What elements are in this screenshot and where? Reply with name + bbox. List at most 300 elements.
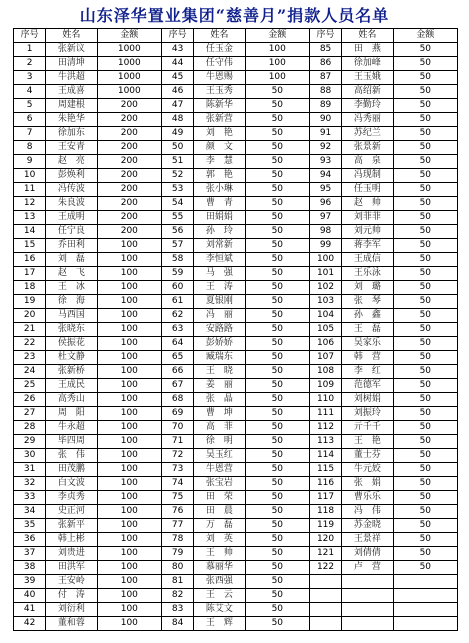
donation-amount: 50 — [393, 365, 457, 379]
donor-name: 杜文静 — [46, 351, 97, 365]
donor-number: 41 — [14, 603, 46, 617]
header-amount: 金额 — [245, 29, 309, 43]
donor-number: 61 — [161, 295, 193, 309]
donation-amount: 50 — [245, 421, 309, 435]
donation-amount: 200 — [97, 127, 161, 141]
empty-cell — [309, 589, 341, 603]
donation-amount: 50 — [245, 491, 309, 505]
donation-amount: 50 — [245, 141, 309, 155]
table-row — [14, 547, 458, 561]
donation-amount: 50 — [393, 337, 457, 351]
donor-number: 18 — [14, 281, 46, 295]
donor-number: 106 — [309, 337, 341, 351]
donor-table — [13, 28, 458, 631]
donor-number: 104 — [309, 309, 341, 323]
donor-number: 81 — [161, 575, 193, 589]
table-row — [14, 85, 458, 99]
table-row — [14, 253, 458, 267]
donation-amount: 50 — [245, 603, 309, 617]
table-row — [14, 365, 458, 379]
donor-name: 刘常新 — [194, 239, 245, 253]
donor-name: 冯 丽 — [194, 309, 245, 323]
table-row — [14, 295, 458, 309]
donor-name: 刘树娟 — [342, 393, 393, 407]
donation-amount: 50 — [393, 379, 457, 393]
donation-amount: 50 — [393, 197, 457, 211]
donation-amount: 50 — [245, 113, 309, 127]
donor-name: 姜 丽 — [194, 379, 245, 393]
donation-amount: 50 — [393, 491, 457, 505]
donation-amount: 50 — [245, 505, 309, 519]
donor-number: 5 — [14, 99, 46, 113]
donation-amount: 100 — [245, 57, 309, 71]
donation-amount: 100 — [97, 435, 161, 449]
donation-amount: 50 — [245, 295, 309, 309]
donor-number: 62 — [161, 309, 193, 323]
empty-cell — [309, 575, 341, 589]
donor-number: 109 — [309, 379, 341, 393]
empty-cell — [393, 575, 457, 589]
donor-number: 96 — [309, 197, 341, 211]
donor-name: 范德军 — [342, 379, 393, 393]
table-row — [14, 169, 458, 183]
donor-name: 董士芬 — [342, 449, 393, 463]
donation-amount: 200 — [97, 113, 161, 127]
donor-number: 58 — [161, 253, 193, 267]
donation-amount: 50 — [245, 309, 309, 323]
donor-number: 9 — [14, 155, 46, 169]
donor-number: 86 — [309, 57, 341, 71]
donor-number: 12 — [14, 197, 46, 211]
donor-number: 118 — [309, 505, 341, 519]
donor-name: 郭 艳 — [194, 169, 245, 183]
table-row — [14, 113, 458, 127]
donor-number: 94 — [309, 169, 341, 183]
donation-amount: 100 — [97, 617, 161, 631]
donation-amount: 100 — [97, 561, 161, 575]
table-row — [14, 575, 458, 589]
table-row — [14, 141, 458, 155]
donation-amount: 50 — [393, 477, 457, 491]
donor-name: 张新议 — [46, 43, 97, 57]
donor-number: 85 — [309, 43, 341, 57]
donation-amount: 50 — [245, 323, 309, 337]
donor-number: 20 — [14, 309, 46, 323]
donation-amount: 50 — [393, 127, 457, 141]
table-row — [14, 309, 458, 323]
donation-amount: 200 — [97, 211, 161, 225]
table-row — [14, 323, 458, 337]
donation-amount: 100 — [97, 421, 161, 435]
donation-amount: 1000 — [97, 85, 161, 99]
donation-amount: 100 — [97, 589, 161, 603]
donor-number: 29 — [14, 435, 46, 449]
donor-number: 35 — [14, 519, 46, 533]
donation-amount: 100 — [97, 393, 161, 407]
donation-amount: 50 — [245, 365, 309, 379]
donor-number: 101 — [309, 267, 341, 281]
donor-name: 安路路 — [194, 323, 245, 337]
donor-name: 李 慧 — [194, 155, 245, 169]
donation-amount: 50 — [393, 113, 457, 127]
donor-name: 韩 营 — [342, 351, 393, 365]
donor-number: 8 — [14, 141, 46, 155]
donor-name: 王安岭 — [46, 575, 97, 589]
donor-name: 王景祥 — [342, 533, 393, 547]
donor-number: 1 — [14, 43, 46, 57]
table-row — [14, 351, 458, 365]
donor-number: 45 — [161, 71, 193, 85]
donor-name: 万 磊 — [194, 519, 245, 533]
donor-name: 冯 伟 — [342, 505, 393, 519]
table-row — [14, 449, 458, 463]
donor-name: 王成喜 — [46, 85, 97, 99]
donation-amount: 100 — [97, 491, 161, 505]
donor-name: 苏金晓 — [342, 519, 393, 533]
donation-amount: 100 — [245, 71, 309, 85]
donor-number: 103 — [309, 295, 341, 309]
table-row — [14, 239, 458, 253]
empty-cell — [393, 603, 457, 617]
donor-name: 刘 璐 — [342, 281, 393, 295]
donor-name: 董和蓉 — [46, 617, 97, 631]
donor-name: 陈新华 — [194, 99, 245, 113]
donor-name: 田 燕 — [342, 43, 393, 57]
donor-number: 48 — [161, 113, 193, 127]
table-row — [14, 155, 458, 169]
donor-number: 10 — [14, 169, 46, 183]
donation-amount: 50 — [245, 197, 309, 211]
donation-amount: 50 — [245, 561, 309, 575]
donor-number: 66 — [161, 365, 193, 379]
donation-amount: 100 — [97, 323, 161, 337]
donor-name: 李恒斌 — [194, 253, 245, 267]
table-row — [14, 505, 458, 519]
donation-amount: 200 — [97, 183, 161, 197]
donor-name: 张小琳 — [194, 183, 245, 197]
donor-number: 97 — [309, 211, 341, 225]
donor-name: 朱艳华 — [46, 113, 97, 127]
donor-name: 徐加东 — [46, 127, 97, 141]
table-row — [14, 281, 458, 295]
donation-amount: 100 — [97, 281, 161, 295]
header-amount: 金额 — [97, 29, 161, 43]
donation-amount: 100 — [97, 239, 161, 253]
donor-number: 46 — [161, 85, 193, 99]
donation-amount: 50 — [245, 463, 309, 477]
donor-name: 王安青 — [46, 141, 97, 155]
donor-number: 13 — [14, 211, 46, 225]
donor-name: 彭焕利 — [46, 169, 97, 183]
donation-amount: 50 — [393, 295, 457, 309]
donation-amount: 50 — [245, 281, 309, 295]
donor-name: 田洪军 — [46, 561, 97, 575]
donation-amount: 50 — [393, 407, 457, 421]
donation-amount: 1000 — [97, 71, 161, 85]
donor-number: 65 — [161, 351, 193, 365]
donation-amount: 50 — [393, 533, 457, 547]
donation-amount: 100 — [97, 379, 161, 393]
donor-name: 张 伟 — [46, 449, 97, 463]
donor-number: 39 — [14, 575, 46, 589]
donor-name: 赵 亮 — [46, 155, 97, 169]
donor-number: 60 — [161, 281, 193, 295]
donor-number: 67 — [161, 379, 193, 393]
donor-number: 42 — [14, 617, 46, 631]
header-amount: 金额 — [393, 29, 457, 43]
donor-number: 71 — [161, 435, 193, 449]
donor-name: 孙 玲 — [194, 225, 245, 239]
table-row — [14, 603, 458, 617]
donor-number: 16 — [14, 253, 46, 267]
donation-amount: 50 — [245, 127, 309, 141]
donation-amount: 50 — [393, 71, 457, 85]
donor-name: 张 琴 — [342, 295, 393, 309]
donor-name: 乔田利 — [46, 239, 97, 253]
donation-amount: 50 — [393, 225, 457, 239]
donation-amount: 50 — [393, 519, 457, 533]
donor-name: 田茂鹏 — [46, 463, 97, 477]
donation-amount: 50 — [245, 267, 309, 281]
donor-number: 102 — [309, 281, 341, 295]
donor-name: 孙 鑫 — [342, 309, 393, 323]
donor-name: 刘 英 — [194, 533, 245, 547]
donor-name: 高绍新 — [342, 85, 393, 99]
table-row — [14, 71, 458, 85]
donor-name: 王 晓 — [194, 365, 245, 379]
donation-amount: 50 — [245, 239, 309, 253]
donation-amount: 100 — [245, 43, 309, 57]
donation-amount: 100 — [97, 519, 161, 533]
donor-name: 李 红 — [342, 365, 393, 379]
donor-number: 80 — [161, 561, 193, 575]
donor-name: 颜 文 — [194, 141, 245, 155]
donation-amount: 50 — [245, 575, 309, 589]
donor-name: 高秀山 — [46, 393, 97, 407]
donor-name: 付 涛 — [46, 589, 97, 603]
donor-name: 刘菲菲 — [342, 211, 393, 225]
donor-name: 韩上彬 — [46, 533, 97, 547]
donation-amount: 50 — [393, 547, 457, 561]
donor-name: 田娟娟 — [194, 211, 245, 225]
donor-name: 任玉明 — [342, 183, 393, 197]
table-row — [14, 379, 458, 393]
donor-number: 37 — [14, 547, 46, 561]
table-row — [14, 491, 458, 505]
donation-amount: 50 — [393, 267, 457, 281]
donor-number: 34 — [14, 505, 46, 519]
table-row — [14, 561, 458, 575]
donor-name: 刘贵进 — [46, 547, 97, 561]
donor-number: 68 — [161, 393, 193, 407]
donor-number: 27 — [14, 407, 46, 421]
donation-amount: 50 — [245, 533, 309, 547]
table-row — [14, 99, 458, 113]
donor-name: 王 艳 — [342, 435, 393, 449]
table-row — [14, 197, 458, 211]
donation-amount: 50 — [393, 57, 457, 71]
donation-amount: 50 — [245, 169, 309, 183]
donor-number: 107 — [309, 351, 341, 365]
donor-number: 4 — [14, 85, 46, 99]
donor-number: 120 — [309, 533, 341, 547]
donation-amount: 100 — [97, 603, 161, 617]
donation-amount: 50 — [393, 99, 457, 113]
donor-name: 牛洪超 — [46, 71, 97, 85]
donation-amount: 50 — [245, 253, 309, 267]
donation-amount: 100 — [97, 575, 161, 589]
donor-number: 100 — [309, 253, 341, 267]
table-row — [14, 421, 458, 435]
donation-amount: 100 — [97, 295, 161, 309]
donor-name: 臧瑞东 — [194, 351, 245, 365]
donation-amount: 200 — [97, 169, 161, 183]
donation-amount: 50 — [245, 617, 309, 631]
donor-name: 田 荣 — [194, 491, 245, 505]
donation-amount: 50 — [245, 379, 309, 393]
donor-number: 83 — [161, 603, 193, 617]
donation-amount: 100 — [97, 351, 161, 365]
donation-amount: 50 — [245, 225, 309, 239]
donor-number: 44 — [161, 57, 193, 71]
donor-number: 63 — [161, 323, 193, 337]
table-row — [14, 43, 458, 57]
donor-name: 张晓东 — [46, 323, 97, 337]
donation-amount: 100 — [97, 547, 161, 561]
donor-number: 105 — [309, 323, 341, 337]
donor-name: 陈艾文 — [194, 603, 245, 617]
donation-amount: 50 — [393, 239, 457, 253]
donor-name: 王 云 — [194, 589, 245, 603]
donor-number: 88 — [309, 85, 341, 99]
table-row — [14, 57, 458, 71]
table-row — [14, 127, 458, 141]
donor-number: 28 — [14, 421, 46, 435]
donation-amount: 100 — [97, 407, 161, 421]
donor-name: 张景新 — [342, 141, 393, 155]
donor-number: 93 — [309, 155, 341, 169]
empty-cell — [342, 617, 393, 631]
donor-number: 91 — [309, 127, 341, 141]
donor-number: 52 — [161, 169, 193, 183]
donor-name: 曹 青 — [194, 197, 245, 211]
donation-amount: 50 — [245, 519, 309, 533]
donor-number: 121 — [309, 547, 341, 561]
donor-number: 22 — [14, 337, 46, 351]
table-row — [14, 337, 458, 351]
donor-name: 亓千千 — [342, 421, 393, 435]
empty-cell — [342, 603, 393, 617]
donor-name: 任守伟 — [194, 57, 245, 71]
table-row — [14, 225, 458, 239]
donor-number: 98 — [309, 225, 341, 239]
donation-amount: 50 — [245, 477, 309, 491]
donor-name: 徐 海 — [46, 295, 97, 309]
donor-number: 31 — [14, 463, 46, 477]
donor-name: 田 晨 — [194, 505, 245, 519]
donor-name: 王 磊 — [342, 323, 393, 337]
donation-amount: 100 — [97, 337, 161, 351]
donor-number: 119 — [309, 519, 341, 533]
donor-name: 任宁良 — [46, 225, 97, 239]
donor-number: 87 — [309, 71, 341, 85]
table-row — [14, 477, 458, 491]
donor-name: 王 冰 — [46, 281, 97, 295]
donor-name: 张 娟 — [342, 477, 393, 491]
donor-name: 张新营 — [194, 113, 245, 127]
donation-amount: 50 — [245, 449, 309, 463]
donor-number: 76 — [161, 505, 193, 519]
donor-number: 75 — [161, 491, 193, 505]
donor-number: 114 — [309, 449, 341, 463]
donor-number: 59 — [161, 267, 193, 281]
donor-name: 马 强 — [194, 267, 245, 281]
donor-name: 任玉金 — [194, 43, 245, 57]
donor-name: 王成信 — [342, 253, 393, 267]
donor-number: 90 — [309, 113, 341, 127]
donation-amount: 50 — [393, 393, 457, 407]
donor-name: 田清坤 — [46, 57, 97, 71]
donor-name: 刘倩倩 — [342, 547, 393, 561]
header-name: 姓名 — [46, 29, 97, 43]
donation-amount: 50 — [245, 407, 309, 421]
donor-number: 43 — [161, 43, 193, 57]
table-row — [14, 463, 458, 477]
donor-number: 117 — [309, 491, 341, 505]
donor-number: 110 — [309, 393, 341, 407]
donor-number: 30 — [14, 449, 46, 463]
donation-amount: 50 — [393, 85, 457, 99]
donation-amount: 100 — [97, 533, 161, 547]
donor-number: 11 — [14, 183, 46, 197]
donation-amount: 50 — [393, 561, 457, 575]
donation-amount: 50 — [393, 505, 457, 519]
empty-cell — [342, 589, 393, 603]
donor-number: 51 — [161, 155, 193, 169]
donor-number: 49 — [161, 127, 193, 141]
table-row — [14, 407, 458, 421]
donor-number: 25 — [14, 379, 46, 393]
donation-amount: 50 — [245, 547, 309, 561]
donor-name: 王 涛 — [194, 281, 245, 295]
table-row — [14, 617, 458, 631]
donor-name: 牛恩赐 — [194, 71, 245, 85]
donation-amount: 100 — [97, 463, 161, 477]
donor-number: 70 — [161, 421, 193, 435]
donor-number: 73 — [161, 463, 193, 477]
donor-name: 周 阳 — [46, 407, 97, 421]
donor-name: 冯传波 — [46, 183, 97, 197]
donor-name: 王成明 — [46, 211, 97, 225]
donor-name: 李贞秀 — [46, 491, 97, 505]
donation-amount: 200 — [97, 155, 161, 169]
donation-amount: 50 — [245, 85, 309, 99]
donor-name: 刘 磊 — [46, 253, 97, 267]
donor-name: 朱良波 — [46, 197, 97, 211]
donor-number: 122 — [309, 561, 341, 575]
donor-number: 15 — [14, 239, 46, 253]
donation-amount: 50 — [393, 183, 457, 197]
donor-number: 33 — [14, 491, 46, 505]
donor-number: 57 — [161, 239, 193, 253]
donation-amount: 50 — [393, 141, 457, 155]
donation-amount: 50 — [393, 43, 457, 57]
donor-name: 吴家乐 — [342, 337, 393, 351]
donor-number: 2 — [14, 57, 46, 71]
table-row — [14, 519, 458, 533]
donation-amount: 50 — [245, 589, 309, 603]
donation-amount: 50 — [245, 99, 309, 113]
